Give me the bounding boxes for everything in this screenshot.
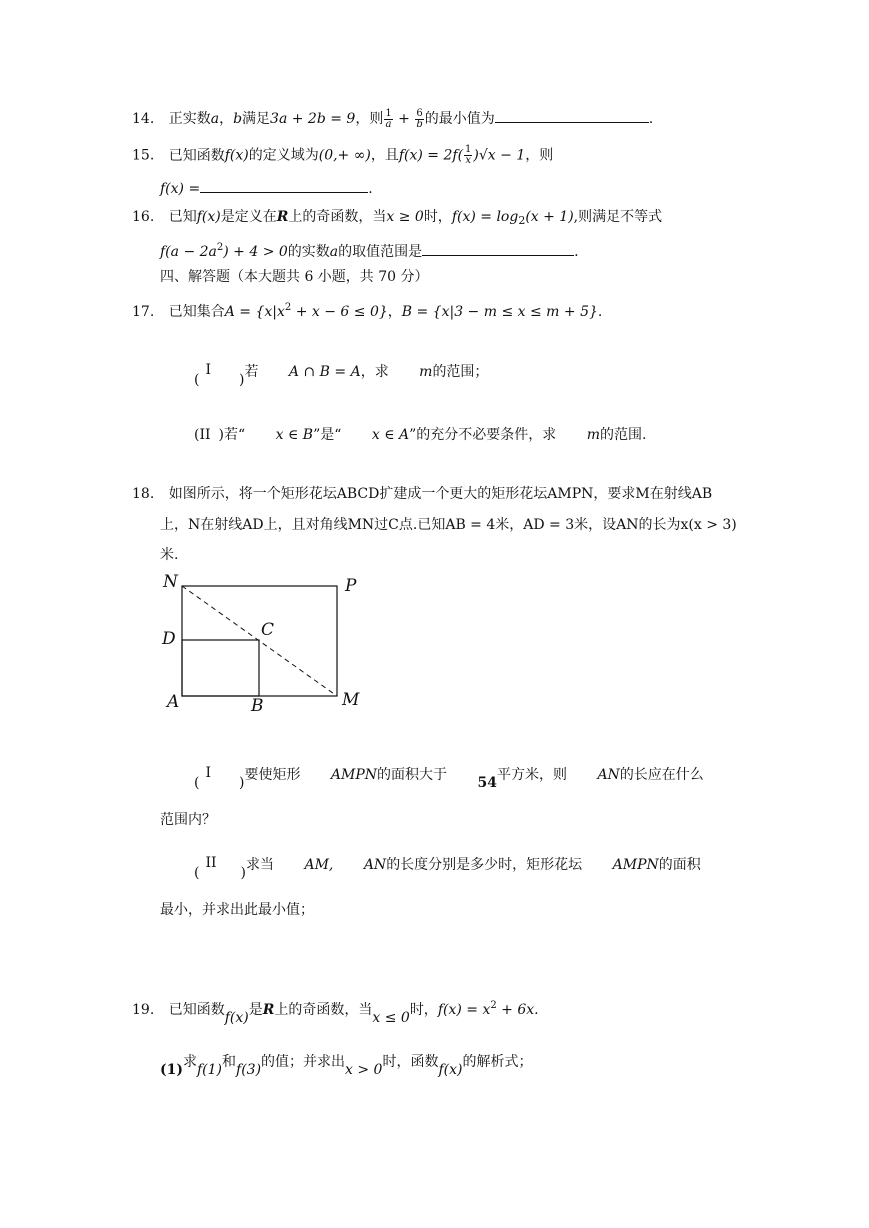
q18-p2-an: AN	[363, 857, 387, 873]
q19-p1-text: 求	[183, 1054, 197, 1070]
label-P: P	[345, 576, 357, 596]
q18-p2-text3: 的面积	[658, 857, 701, 873]
q15-text: 已知函数	[168, 147, 225, 164]
q16-log-base: 2	[518, 214, 526, 227]
label-B: B	[251, 696, 264, 716]
q17-p2-text3: 的范围.	[600, 427, 647, 443]
q18-p1-text3: 平方米，则	[496, 767, 567, 783]
q15-eq-left: f(x) = 2f(	[398, 147, 464, 164]
q19-R: R	[262, 1002, 275, 1018]
q18-line-3	[160, 545, 178, 565]
q16-eq2: (x + 1)	[525, 209, 574, 225]
q17-p2-text2: ”的充分不必要条件，求	[409, 427, 557, 443]
q18-p2-text: 求当	[246, 857, 274, 873]
q19-number: 19.	[132, 1002, 155, 1018]
q14-text3: ，则	[355, 111, 384, 127]
q18-text-1: 如图所示，将一个矩形花坛ABCD扩建成一个更大的矩形花坛AMPN，要求M在射线AB	[168, 486, 713, 502]
q15-text2: 的定义域为	[248, 147, 319, 164]
q19-line	[132, 996, 539, 1026]
q15-fx-equals: f(x) =	[160, 181, 201, 197]
q14-end: .	[648, 111, 654, 127]
q19-p1-text5: 的解析式；	[462, 1054, 533, 1070]
q17-p1-text3: 的范围；	[432, 364, 489, 380]
q17-text: 已知集合	[168, 304, 225, 320]
q17-p2-text1: ”是“	[313, 427, 342, 443]
q16-inequality-2: ) + 4 > 0	[223, 244, 288, 260]
q18-p1-open: (	[194, 775, 200, 791]
q14-text4: 的最小值为	[424, 111, 495, 127]
q14-line	[132, 108, 653, 130]
label-C: C	[261, 620, 275, 640]
q17-set-A: A = {x|x	[224, 304, 285, 320]
q17-p1-text2: ，求	[360, 364, 389, 380]
q17-square: 2	[284, 302, 292, 313]
q19-text4: 时，	[409, 1002, 438, 1018]
q19-text: 已知函数	[168, 1002, 225, 1018]
q19-eq: f(x) = x	[437, 1002, 491, 1018]
q19-square: 2	[490, 1000, 497, 1011]
q18-p2-close: )	[240, 865, 246, 881]
q18-p2-ampn: AMPN	[612, 857, 659, 873]
q16-var-a: a	[329, 244, 339, 260]
q15-text3: ，且	[370, 147, 399, 164]
q14-number: 14.	[132, 111, 155, 127]
q14-fraction-2	[415, 109, 423, 130]
q14-answer-blank[interactable]	[495, 108, 649, 123]
q16-R: R	[276, 209, 289, 225]
q17-part-1	[194, 362, 489, 388]
q18-part-2	[194, 855, 701, 881]
q14-frac2-den: b	[416, 118, 423, 130]
q15-fx: f(x)	[224, 147, 249, 164]
q15-line-2	[160, 178, 373, 199]
section-4-heading: 四、解答题（本大题共 6 小题，共 70 分）	[160, 269, 429, 285]
q14-var-b: b	[233, 111, 243, 127]
q19-p1-num: (1)	[160, 1062, 183, 1078]
q16-text4: 时，	[423, 209, 452, 225]
q16-text5: ,则满足不等式	[573, 209, 663, 225]
q16-condition: x ≥ 0	[386, 209, 424, 225]
q16-text2: 是定义在	[220, 209, 277, 225]
q18-p1-text2: 的面积大于	[377, 767, 448, 783]
q17-part-2	[194, 425, 646, 445]
q18-p1-num: I	[205, 765, 211, 781]
q14-equation: 3a + 2b = 9	[270, 111, 356, 127]
q18-number: 18.	[132, 486, 155, 502]
q15-answer-blank[interactable]	[200, 178, 368, 193]
q14-text2: 满足	[242, 111, 271, 127]
q14-frac1-den: a	[385, 118, 392, 130]
q17-set-B: B = {x|3 − m ≤ x ≤ m + 5}	[401, 304, 598, 320]
q18-line-2	[160, 515, 737, 535]
q16-eq: f(x) = log	[451, 209, 519, 225]
q18-p2-open: (	[194, 865, 200, 881]
q17-line	[132, 298, 602, 322]
q18-p1-text: 要使矩形	[244, 767, 301, 783]
q17-p2-label: (II	[194, 427, 211, 443]
q16-line-2	[160, 238, 579, 262]
q15-domain: (0,+ ∞)	[318, 147, 371, 164]
q19-fx: f(x)	[224, 1010, 249, 1026]
q14-var-a: a	[210, 111, 220, 127]
q17-p2-text: )若“	[218, 427, 246, 443]
label-N: N	[163, 572, 178, 592]
q18-p2-am: AM,	[304, 857, 334, 873]
q16-end: .	[574, 244, 579, 260]
q16-inequality: f(a − 2a	[160, 244, 217, 260]
q19-eq2: + 6x.	[496, 1002, 539, 1018]
q19-f1: f(1)	[197, 1062, 223, 1078]
label-A: A	[167, 692, 180, 712]
q14-text: 正实数	[168, 111, 211, 127]
q17-p2-x-in-A: x ∈ A	[371, 427, 410, 443]
q17-p2-m: m	[586, 427, 601, 443]
q16-text7: 的取值范围是	[338, 244, 423, 260]
q15-eq-right: )√x − 1	[473, 147, 526, 164]
q16-answer-blank[interactable]	[422, 241, 574, 256]
q19-p1-text2: 和	[222, 1054, 237, 1070]
q17-p1-m: m	[419, 364, 433, 380]
q15-frac-num: 1	[465, 144, 472, 155]
q18-line-1	[132, 484, 712, 504]
q17-number: 17.	[132, 304, 155, 320]
q16-text6: 的实数	[287, 244, 330, 260]
q16-square: 2	[216, 242, 224, 253]
q17-p1-num: I	[205, 362, 211, 378]
q18-p1-an: AN	[597, 767, 620, 783]
q17-p2-x-in-B: x ∈ B	[275, 427, 314, 443]
q19-p1-text3: 的值；并求出	[261, 1054, 346, 1070]
q14-sep: ，	[219, 111, 234, 127]
q18-part-1	[194, 765, 704, 791]
q18-p2-line2: 最小，并求出此最小值；	[160, 902, 314, 918]
q16-text: 已知	[168, 209, 197, 225]
q14-frac1-num: 1	[385, 107, 392, 119]
q14-frac2-num: 6	[416, 107, 423, 119]
q15-fraction	[464, 145, 472, 166]
q16-line-1	[132, 207, 662, 231]
q19-part-1	[160, 1052, 533, 1078]
q17-end: .	[597, 304, 603, 320]
q15-end: .	[368, 181, 373, 197]
rect-ABCD	[182, 640, 259, 696]
q18-figure	[155, 568, 370, 718]
q14-plus: +	[393, 111, 415, 127]
q19-text3: 上的奇函数，当	[274, 1002, 373, 1018]
q14-fraction-1	[384, 109, 392, 130]
q15-frac-den: x	[465, 155, 472, 166]
q17-comma: ，	[387, 304, 402, 320]
q17-p1-text: 若	[244, 364, 259, 380]
q16-number: 16.	[132, 209, 155, 225]
label-M: M	[342, 690, 360, 710]
q18-p1-value: 54	[477, 775, 497, 791]
q17-p1-condition: A ∩ B = A	[288, 364, 361, 380]
q19-condition-2: x > 0	[345, 1062, 383, 1078]
q18-text-3: 米.	[160, 547, 179, 563]
q19-text2: 是	[248, 1002, 263, 1018]
q18-p2-text2: 的长度分别是多少时，矩形花坛	[386, 857, 583, 873]
q19-condition: x ≤ 0	[372, 1010, 410, 1026]
q16-fx: f(x)	[196, 209, 221, 225]
q18-part-1-line-2	[160, 810, 216, 830]
q15-number: 15.	[132, 147, 155, 164]
q17-p1-open: (	[194, 372, 200, 388]
q19-p1-text4: 时，函数	[382, 1054, 439, 1070]
q19-f3: f(3)	[236, 1062, 262, 1078]
q17-p1-close: )	[239, 372, 245, 388]
q18-p2-num: II	[205, 855, 217, 871]
q18-p1-ampn: AMPN	[330, 767, 378, 783]
q18-p1-text4: 的长应在什么	[619, 767, 704, 783]
q15-line-1	[132, 145, 553, 166]
q18-p1-line2: 范围内？	[160, 812, 216, 828]
q18-text-2: 上，N在射线AD上，且对角线MN过C点.已知AB = 4米，AD = 3米，设AN的长为x(x > 3)	[160, 517, 737, 533]
q15-text4: ，则	[525, 147, 554, 164]
q19-fx2: f(x)	[438, 1062, 463, 1078]
q16-text3: 上的奇函数，当	[288, 209, 387, 225]
label-D: D	[162, 629, 176, 649]
q17-set-A-2: + x − 6 ≤ 0}	[291, 304, 388, 320]
q18-part-2-line-2	[160, 900, 314, 920]
q18-p1-close: )	[239, 775, 245, 791]
